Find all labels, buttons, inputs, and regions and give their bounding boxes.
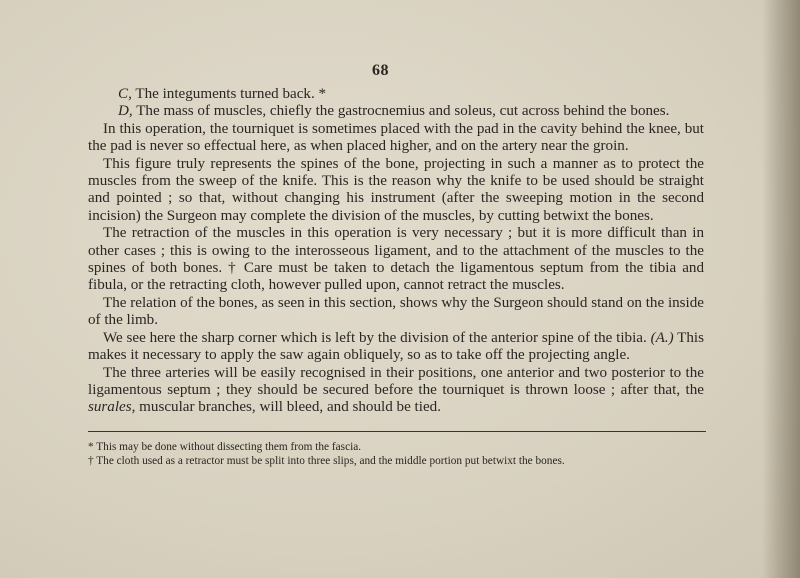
page-edge-shadow [762,0,800,578]
paragraph-3-part-b: Care must be taken to detach the ligamentous septum from the tibia and fibula, or the retracting cloth, however pulled upon, cannot retract the muscles. [88,260,704,294]
paragraph-6-part-a: The three arteries will be easily recognised in their positions, one anterior and two posterior to the ligamentous septum ; they should be secured before the tourniquet is thrown loose ; after that, the [88,364,704,398]
paragraph-2: This figure truly represents the spines of the bone, projecting in such a manner as to protect the muscles from the sweep of the knife. This is the reason why the knife to be used should be straight and pointed ; so that, without changing his instrument (after the sweeping motion in the second incision) the Surgeon may complete the division of the muscles, by cutting betwixt the bones. [88,155,704,224]
footnote-divider [88,431,706,432]
footnotes [88,441,728,468]
figure-reference: (A.) [650,329,674,346]
footnote-2: † The cloth used as a retractor must be split into three slips, and the middle portion put betwixt the bones. [88,454,565,467]
paragraph-4: The relation of the bones, as seen in this section, shows why the Surgeon should stand on the inside of the limb. [88,294,704,329]
caption-c [88,86,704,103]
caption-c-letter: C, [118,86,132,102]
page-number: 68 [372,62,389,79]
footnote-1: * This may be done without dissecting them from the fascia. [88,441,362,453]
paragraph-1: In this operation, the tourniquet is sometimes placed with the pad in the cavity behind the knee, but the pad is never so effectual here, as when placed higher, and on the artery near the groin. [88,120,704,155]
caption-d-text: The mass of muscles, chiefly the gastrocnemius and soleus, cut across behind the bones. [136,103,670,120]
paragraph-6-italic: surales, [88,399,136,416]
body-text [88,86,704,417]
paragraph-6-part-b: muscular branches, will bleed, and should be tied. [139,399,441,416]
dagger-mark: † [228,260,238,277]
caption-d [88,103,704,120]
paragraph-5 [88,330,704,365]
paragraph-3-part-a: The retraction of the muscles in this operation is very necessary ; but it is more difficult than in other cases ; this is owing to the interosseous ligament, and to the attachment of the muscles to the spines of both bones. [88,225,704,277]
paragraph-5-part-a: We see here the sharp corner which is left by the division of the anterior spine of the tibia. [103,329,647,346]
paragraph-6 [88,365,704,417]
caption-d-letter: D, [118,103,133,120]
paragraph-3 [88,225,704,295]
caption-c-text: The integuments turned back. * [135,86,327,102]
paragraph-5-part-b: This makes it necessary to apply the saw again obliquely, so as to take off the projecting angle. [88,329,704,364]
